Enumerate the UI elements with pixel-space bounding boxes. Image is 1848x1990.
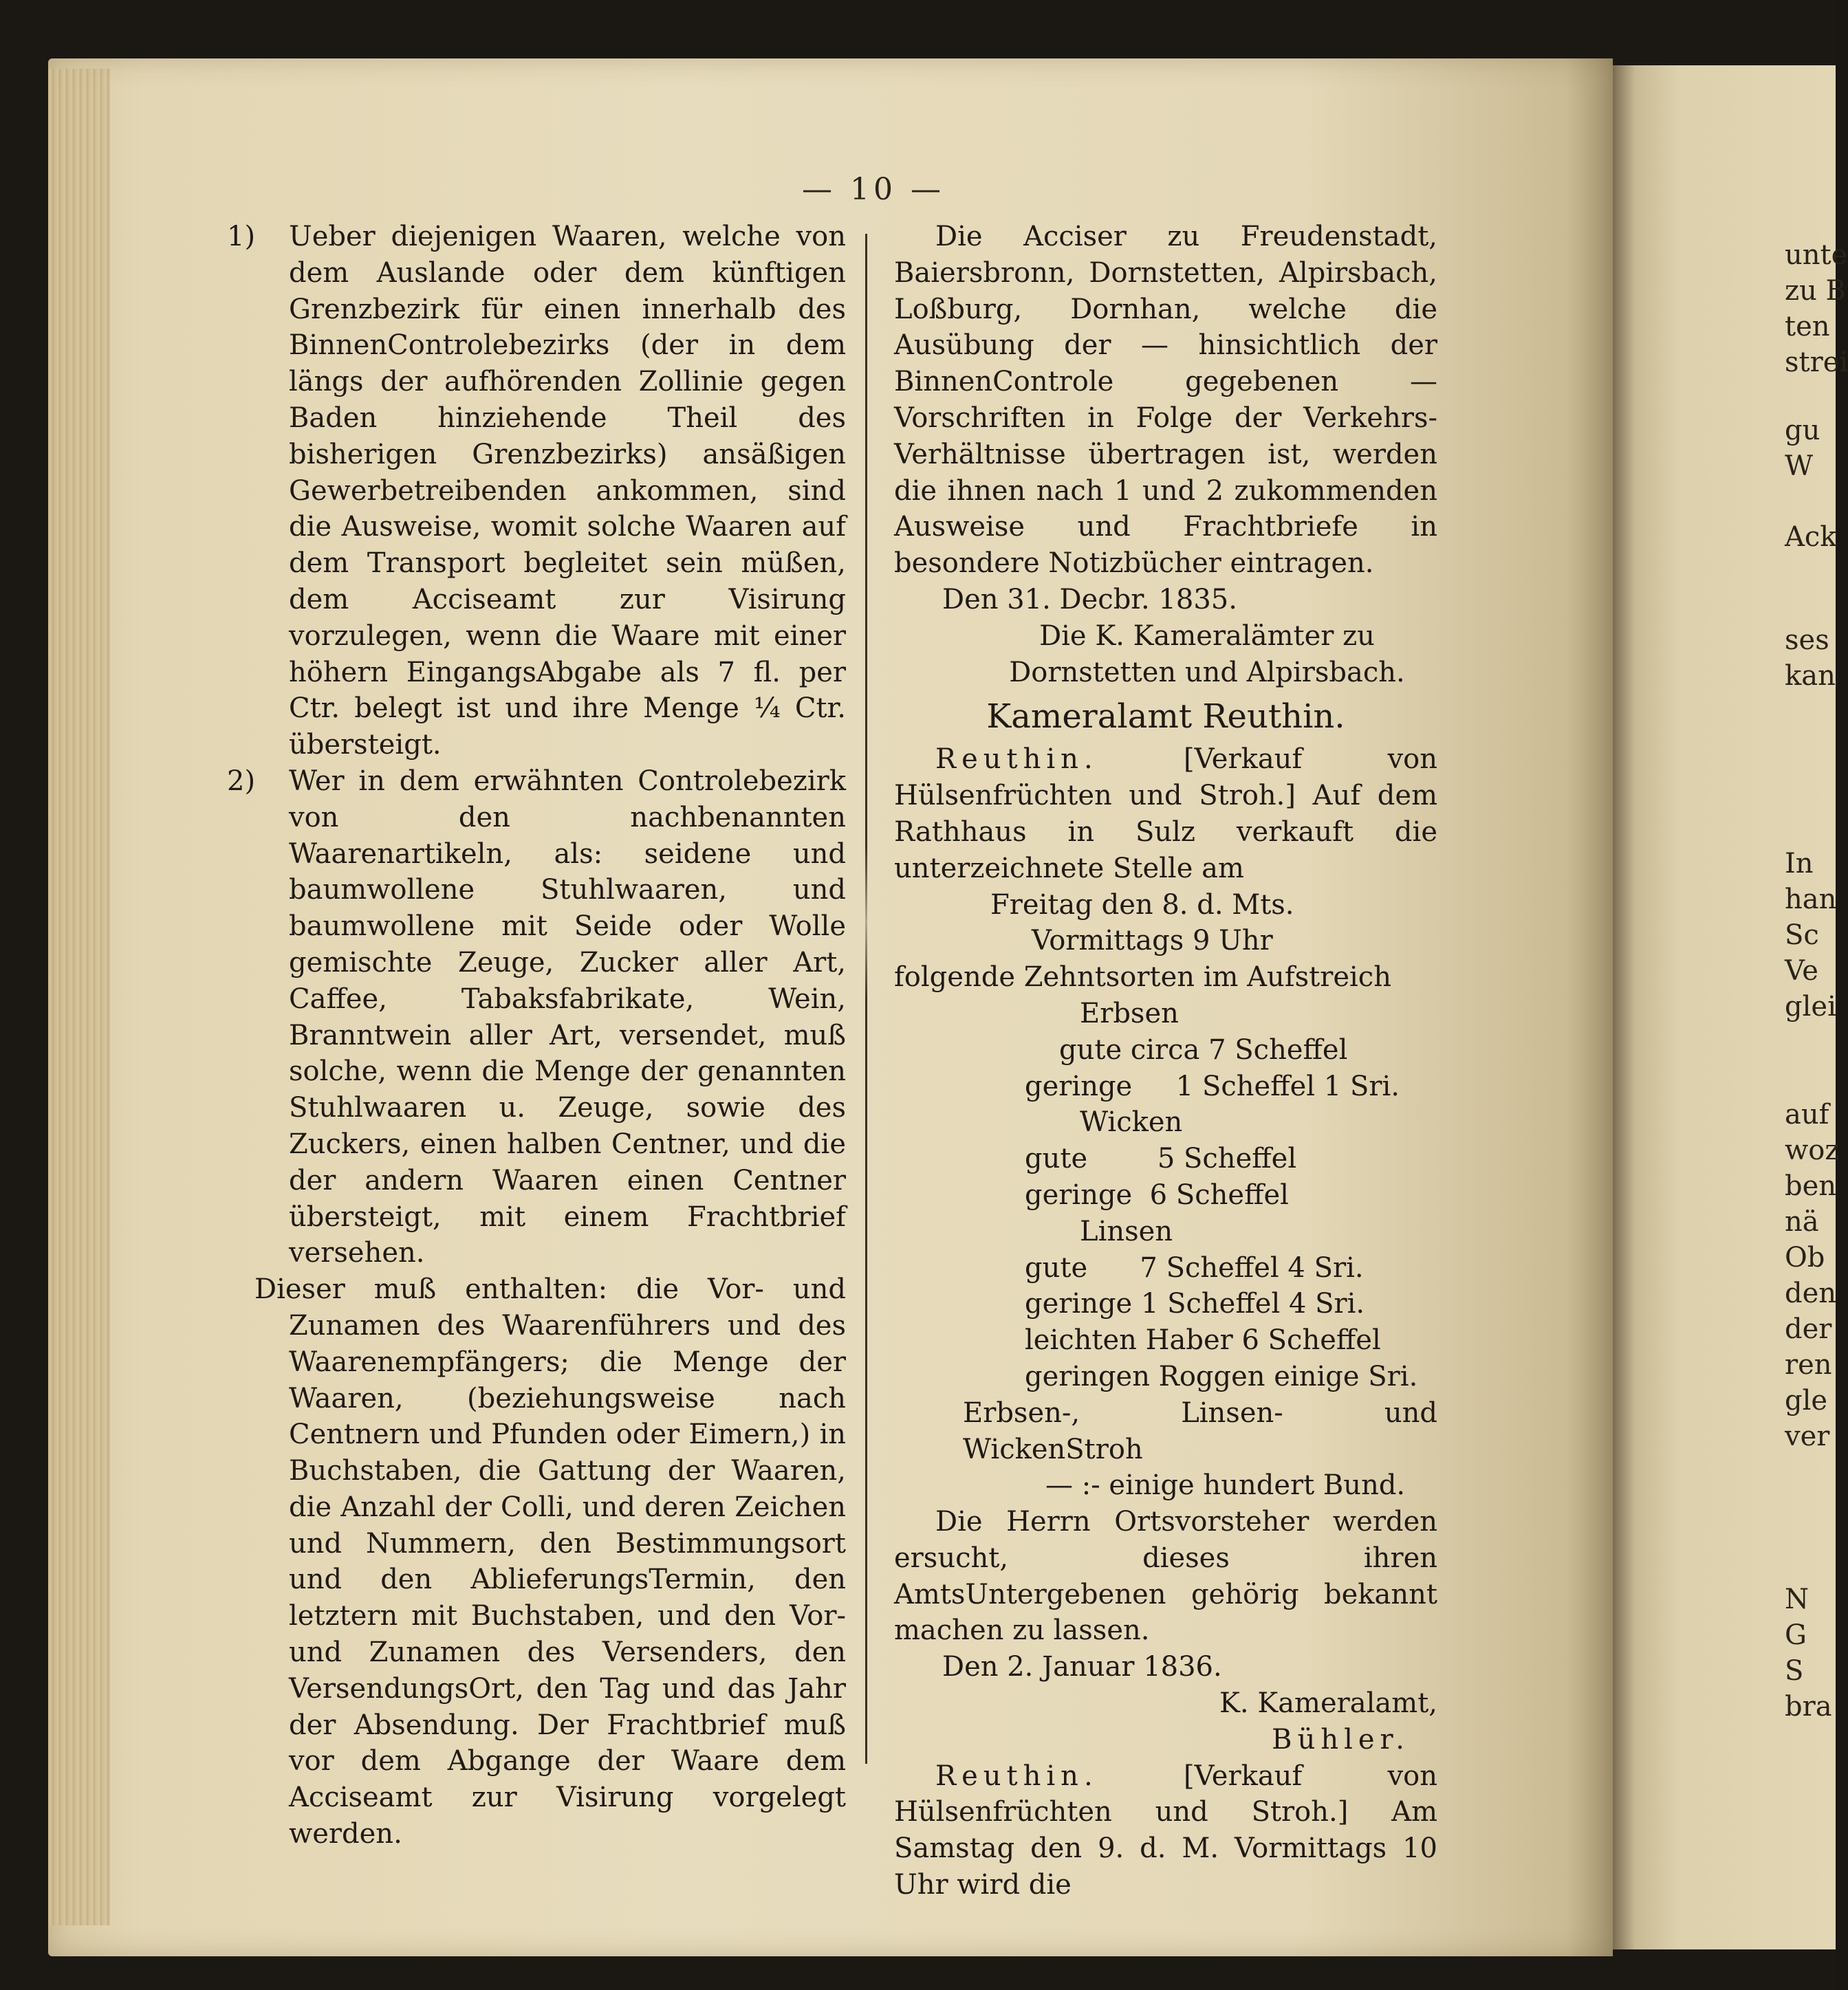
cropped-text-fragment: ses kan — [1785, 624, 1836, 692]
goods-list-item: geringe 1 Scheffel 1 Sri. — [1025, 1070, 1400, 1102]
goods-list-item: geringe 1 Scheffel 4 Sri. — [1025, 1288, 1365, 1320]
item-text: Wer in dem erwähnten Controlebezirk von den nachbenannten Waarenartikeln, als: seidene und baumwollene Stuhlwaaren, und baumwollene mit Seide oder Wolle gemischte Zeuge, Zucker aller Art, Caffee, Tabaksfabrikate, Wein, Branntwein aller Art, versendet, muß solche, wenn die Menge der genannten Stuhlwaaren u. Zeuge, sowie des Zuckers, einen halben Centner, und die der andern Waaren einen Centner übersteigt, mit einem Frachtbrief versehen. — [289, 765, 846, 1269]
straw-quantity: — :- einige hundert Bund. — [1045, 1469, 1406, 1502]
cropped-text-fragment: Ack — [1785, 521, 1837, 553]
notice-date: Den 2. Januar 1836. — [942, 1651, 1222, 1683]
cropped-text-fragment: unte zu B ten strei — [1785, 239, 1848, 378]
closing-paragraph: Dieser muß enthalten: die Vor- und Zunamen des Waarenführers und des Waarenempfängers; die Menge der Waaren, (beziehungsweise nach Centnern und Pfunden oder Eimern,) in Buchstaben, die Gattung der Waaren, die Anzahl der Colli, und deren Zeichen und Nummern, den Bestimmungsort und den AblieferungsTermin, den letztern mit Buchstaben, und den Vor- und Zunamen des Versenders, den VersendungsOrt, den Tag und das Jahr der Absendung. Der Frachtbrief muß vor dem Abgange der Waare dem Acciseamt zur Visirung vorgelegt werden. — [254, 1273, 846, 1850]
straw-line: Erbsen-, Linsen- und WickenStroh — [963, 1397, 1437, 1465]
cropped-text-fragment: auf woz ben nä Ob den der ren gle ver — [1785, 1099, 1840, 1452]
notice-text: [Verkauf von Hülsenfrüchten und Stroh.] Auf dem Rathhaus in Sulz verkauft die unterzeichnete Stelle am — [894, 743, 1438, 884]
cropped-text-fragment: N G S bra — [1785, 1584, 1832, 1723]
column-divider — [865, 234, 867, 1764]
notice-signature: Die K. Kameralämter zu Dornstetten und Alpirsbach. — [1009, 620, 1405, 688]
signature-office: K. Kameralamt, — [1219, 1687, 1437, 1720]
signature-name: Bühler. — [1272, 1723, 1410, 1756]
left-column — [227, 219, 846, 1852]
place-name: Reuthin. — [935, 743, 1098, 776]
notice-paragraph — [894, 741, 1437, 886]
cropped-text-fragment: In han Sc Ve glei — [1785, 848, 1837, 1023]
right-column — [894, 219, 1437, 1903]
goods-list-item: geringe 6 Scheffel — [1025, 1179, 1289, 1211]
goods-list-item: gute 5 Scheffel — [1025, 1143, 1297, 1175]
page-number: — 10 — — [802, 172, 945, 207]
notice-paragraph — [894, 1758, 1437, 1903]
item-text: Ueber diejenigen Waaren, welche von dem Auslande oder dem künftigen Grenzbezirk für einen innerhalb des BinnenControlebezirks (der in dem längs der aufhörenden Zollinie gegen Baden hinziehende Theil des bisherigen Grenzbezirks) ansäßigen Gewerbetreibenden ankommen, sind die Ausweise, womit solche Waaren auf dem Transport begleitet sein müßen, dem Acciseamt zur Visirung vorzulegen, wenn die Waare mit einer höhern EingangsAbgabe als 7 fl. per Ctr. belegt ist und ihre Menge ¼ Ctr. übersteigt. — [289, 221, 846, 761]
sale-time: Vormittags 9 Uhr — [1032, 925, 1273, 957]
goods-list-item: Erbsen — [1080, 997, 1179, 1029]
notice-date: Den 31. Decbr. 1835. — [942, 583, 1237, 615]
item-number: 2) — [227, 765, 256, 797]
sale-intro: folgende Zehntsorten im Aufstreich — [894, 961, 1391, 994]
goods-list-item: Wicken — [1080, 1106, 1183, 1139]
goods-list-item: gute circa 7 Scheffel — [1059, 1034, 1348, 1066]
page-edges — [48, 69, 110, 1925]
notice-text: Die Acciser zu Freudenstadt, Baiersbronn, Dornstetten, Alpirsbach, Loßburg, Dornhan, welche die Ausübung der — hinsichtlich der BinnenControle gegebenen — Vorschriften in Folge der Verkehrs-Verhältnisse übertragen ist, werden die ihnen nach 1 und 2 zukommenden Ausweise und Frachtbriefe in besondere Notizbücher eintragen. — [894, 221, 1437, 580]
list-item — [227, 219, 846, 763]
sale-day: Freitag den 8. d. Mts. — [990, 888, 1294, 921]
goods-list-item: leichten Haber 6 Scheffel — [1025, 1324, 1381, 1357]
cropped-text-fragment: gu W — [1785, 415, 1820, 482]
item-number: 1) — [227, 221, 256, 252]
place-name: Reuthin. — [935, 1760, 1098, 1792]
list-item — [227, 763, 846, 1271]
goods-list-item: gute 7 Scheffel 4 Sri. — [1025, 1251, 1364, 1284]
goods-list-item: geringen Roggen einige Sri. — [1025, 1360, 1418, 1392]
goods-list — [894, 996, 1437, 1395]
request-text: Die Herrn Ortsvorsteher werden ersucht, dieses ihren AmtsUntergebenen gehörig bekannt machen zu lassen. — [894, 1506, 1437, 1647]
goods-list-item: Linsen — [1080, 1215, 1173, 1247]
notice-text: [Verkauf von Hülsenfrüchten und Stroh.] Am Samstag den 9. d. M. Vormittags 10 Uhr wird die — [894, 1760, 1438, 1901]
section-heading: Kameralamt Reuthin. — [986, 697, 1345, 736]
